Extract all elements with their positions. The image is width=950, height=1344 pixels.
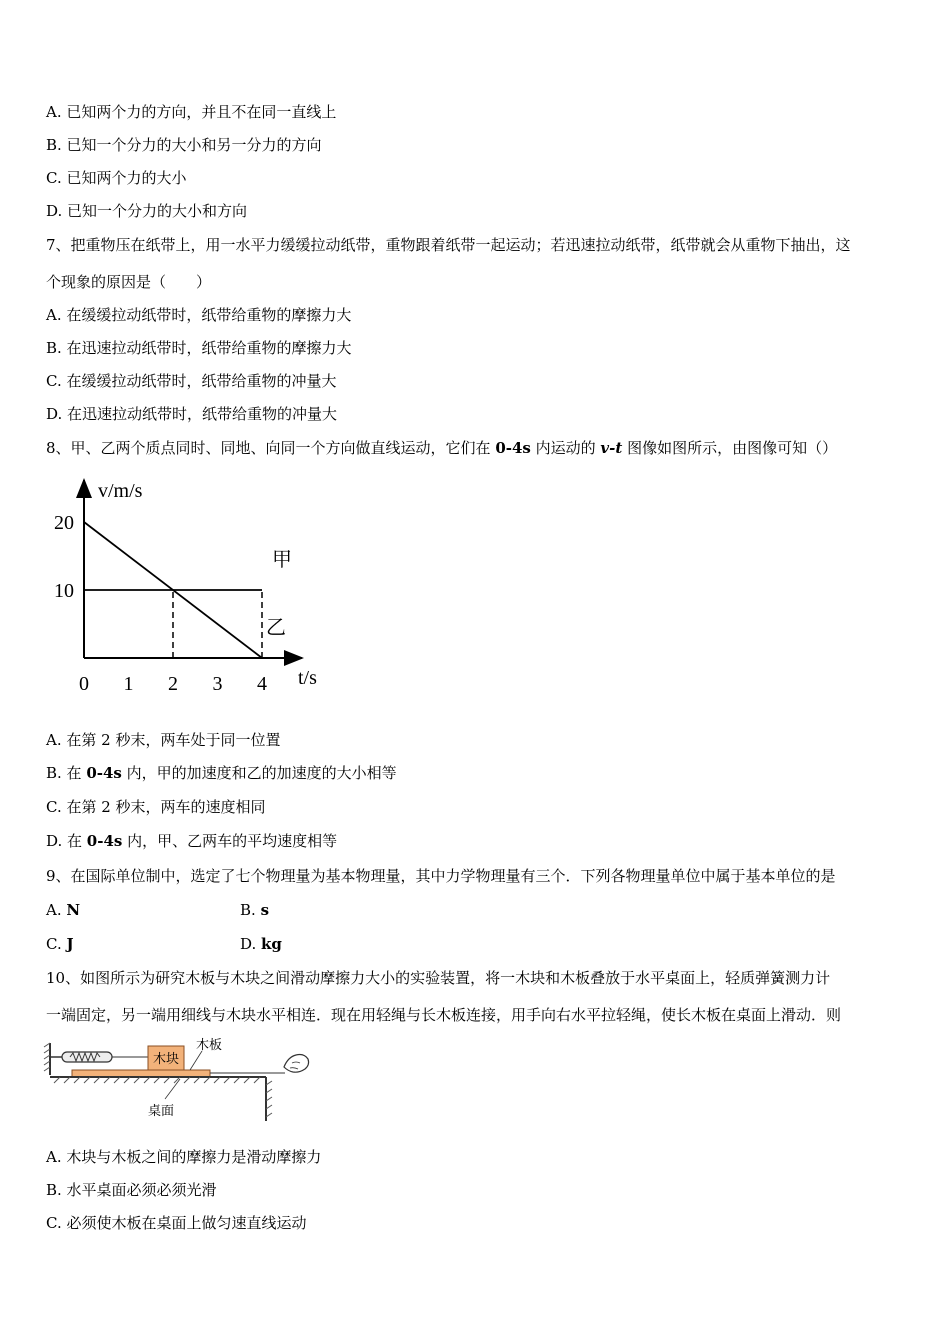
q7-stem-line1: 7、把重物压在纸带上，用一水平力缓缓拉动纸带，重物跟着纸带一起运动；若迅速拉动纸带，纸带就会从重物下抽出，这	[46, 236, 851, 254]
q7-option-b: B. 在迅速拉动纸带时，纸带给重物的摩擦力大	[46, 339, 352, 357]
q8-option-b-post: 内，甲的加速度和乙的加速度的大小相等	[121, 764, 397, 782]
q10-stem-line2: 一端固定，另一端用细线与木块水平相连．现在用轻绳与长木板连接，用手向右水平拉轻绳，使长木板在桌面上滑动．则	[46, 1006, 842, 1024]
q9-option-b-value: s	[260, 901, 270, 919]
board-label: 木板	[196, 1038, 223, 1053]
q8-stem-mid: 内运动的	[530, 439, 601, 457]
q8-option-d-post: 内，甲、乙两车的平均速度相等	[122, 832, 338, 850]
q9-option-c-pre: C.	[46, 935, 67, 953]
q6-option-c: C. 已知两个力的大小	[46, 169, 187, 187]
q9-option-d-pre: D.	[240, 935, 262, 953]
q9-option-a-pre: A.	[46, 901, 67, 919]
q9-option-c	[46, 934, 74, 954]
q9-option-b-pre: B.	[240, 901, 261, 919]
table-label: 桌面	[148, 1104, 175, 1119]
x-tick-label: 1	[123, 673, 134, 695]
y-tick-label: 20	[54, 512, 74, 534]
q10-option-c: C. 必须使木板在桌面上做匀速直线运动	[46, 1214, 307, 1232]
q8-stem-vt: v-t	[600, 439, 623, 457]
block-label: 木块	[152, 1052, 180, 1067]
q6-option-a: A. 已知两个力的方向，并且不在同一直线上	[46, 103, 337, 121]
x-tick-label: 2	[168, 673, 178, 695]
q7-option-d: D. 在迅速拉动纸带时，纸带给重物的冲量大	[46, 405, 338, 423]
board-pointer	[190, 1051, 202, 1070]
q8-stem-pre: 8、甲、乙两个质点同时、同地、向同一个方向做直线运动，它们在	[46, 439, 496, 457]
q8-option-b-range: 0-4s	[86, 764, 122, 782]
vt-chart	[40, 470, 340, 700]
x-axis-label: t/s	[298, 667, 317, 689]
q8-option-b	[46, 763, 397, 783]
q8-option-d	[46, 831, 337, 851]
q9-option-d	[240, 934, 282, 954]
q9-option-c-value: J	[66, 935, 74, 953]
y-axis-label: v/m/s	[98, 480, 143, 502]
q10-option-b: B. 水平桌面必须必须光滑	[46, 1181, 217, 1199]
q8-option-d-range: 0-4s	[86, 832, 123, 850]
q8-option-b-pre: B. 在	[46, 764, 87, 782]
q10-option-a: A. 木块与木板之间的摩擦力是滑动摩擦力	[46, 1148, 322, 1166]
q7-stem-line2: 个现象的原因是（ ）	[46, 273, 212, 291]
q10-stem-line1: 10、如图所示为研究木板与木块之间滑动摩擦力大小的实验装置，将一木块和木板叠放于水平桌面上，轻质弹簧测力计	[46, 969, 831, 987]
x-tick-label: 3	[212, 673, 223, 695]
q9-option-d-value: kg	[261, 935, 282, 953]
hand-icon	[284, 1055, 309, 1073]
q6-option-b: B. 已知一个分力的大小和另一分力的方向	[46, 136, 322, 154]
friction-apparatus-figure	[40, 1033, 320, 1128]
y-tick-label: 10	[54, 580, 74, 602]
series-label-jia: 甲	[272, 547, 292, 572]
x-tick-label: 4	[257, 673, 267, 695]
q7-option-c: C. 在缓缓拉动纸带时，纸带给重物的冲量大	[46, 372, 337, 390]
q9-option-a-value: N	[66, 901, 81, 919]
q8-option-a: A. 在第 2 秒末，两车处于同一位置	[46, 731, 281, 749]
q8-option-c: C. 在第 2 秒末，两车的速度相同	[46, 798, 266, 816]
q8-stem-post: 图像如图所示，由图像可知（）	[622, 439, 838, 457]
wooden-board	[72, 1070, 210, 1077]
q9-stem: 9、在国际单位制中，选定了七个物理量为基本物理量，其中力学物理量有三个．下列各物理量单位中属于基本单位的是	[46, 867, 836, 885]
q9-option-a	[46, 900, 80, 920]
q8-stem-range: 0-4s	[495, 439, 531, 457]
q8-option-d-pre: D. 在	[46, 832, 87, 850]
q8-stem	[46, 438, 837, 458]
q7-option-a: A. 在缓缓拉动纸带时，纸带给重物的摩擦力大	[46, 306, 352, 324]
q9-option-b	[240, 900, 269, 920]
q6-option-d: D. 已知一个分力的大小和方向	[46, 202, 248, 220]
table-pointer	[165, 1079, 180, 1099]
x-tick-label: 0	[79, 673, 89, 695]
series-label-yi: 乙	[266, 615, 286, 640]
